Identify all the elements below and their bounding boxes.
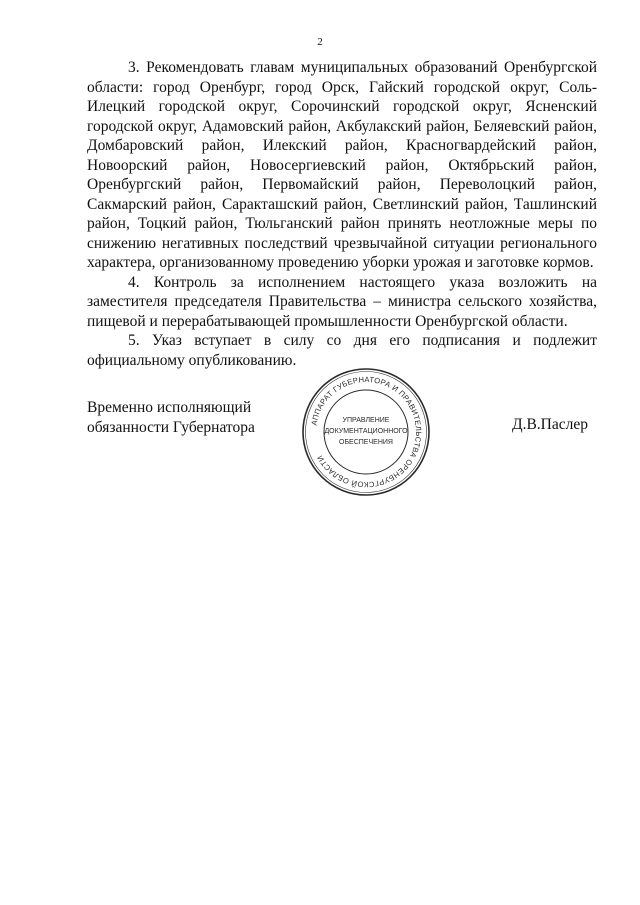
signer-position-line2: обязанности Губернатора (87, 419, 255, 436)
seal-graphic (300, 366, 432, 498)
document-body (87, 58, 597, 370)
signer-position-line1: Временно исполняющий (87, 399, 252, 416)
seal-center-line2: ДОКУМЕНТАЦИОННОГО (324, 428, 408, 435)
signer-name: Д.В.Паслер (512, 416, 588, 433)
official-seal-stamp (300, 366, 432, 498)
seal-ring-textpath: АППАРАТ ГУБЕРНАТОРА И ПРАВИТЕЛЬСТВА ОРЕНБУРГСКОЙ ОБЛАСТИ (309, 374, 424, 490)
seal-center-line1: УПРАВЛЕНИЕ (342, 417, 390, 424)
paragraph-3: 3. Рекомендовать главам муниципальных образований Оренбургской области: город Оренбург, город Орск, Гайский городской округ, Соль-Илецкий городской округ, Сорочинский городской округ, Ясненский городской округ, Адамовский район, Акбулакский район, Беляевский район, Домбаровский район, Илекский район, Красногвардейский район, Новоорский район, Новосергиевский район, Октябрьский район, Оренбургский район, Первомайский район, Переволоцкий район, Сакмарский район, Саракташский район, Светлинский район, Ташлинский район, Тоцкий район, Тюльганский район принять неотложные меры по снижению негативных последствий чрезвычайной ситуации регионального характера, организованному проведению уборки урожая и заготовке кормов. (87, 59, 597, 271)
seal-center-line3: ОБЕСПЕЧЕНИЯ (339, 439, 393, 446)
page-number: 2 (317, 36, 323, 48)
signer-position (87, 398, 255, 438)
paragraph-5: 5. Указ вступает в силу со дня его подписания и подлежит официальному опубликованию. (87, 332, 597, 369)
paragraph-4: 4. Контроль за исполнением настоящего указа возложить на заместителя председателя Правительства – министра сельского хозяйства, пищевой и перерабатывающей промышленности Оренбургской области. (87, 273, 597, 330)
